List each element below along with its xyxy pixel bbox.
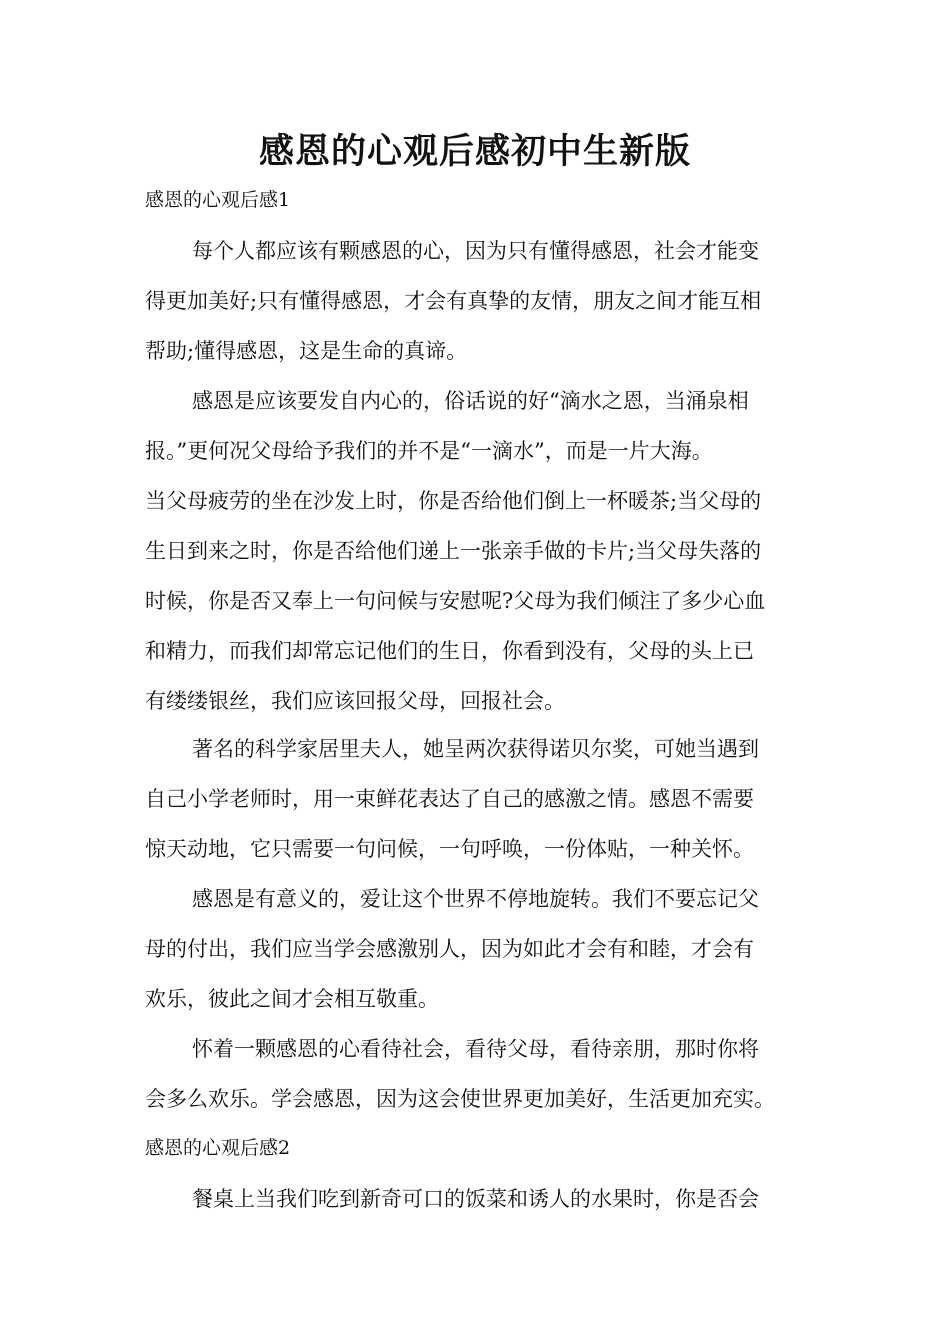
paragraph-line: 母的付出，我们应当学会感激别人，因为如此才会有和睦，才会有 [145, 937, 754, 961]
paragraph-line: 报。”更何况父母给予我们的并不是“一滴水”，而是一片大海。 [145, 439, 713, 463]
paragraph-line: 当父母疲劳的坐在沙发上时，你是否给他们倒上一杯暖茶;当父母的 [145, 489, 762, 513]
paragraph-line: 每个人都应该有颗感恩的心，因为只有懂得感恩，社会才能变 [192, 239, 759, 263]
paragraph [145, 874, 825, 1024]
section-heading: 感恩的心观后感2 [145, 1137, 291, 1159]
paragraph [145, 226, 825, 376]
paragraph-line: 得更加美好;只有懂得感恩，才会有真挚的友情，朋友之间才能互相 [145, 289, 762, 313]
paragraph-line: 帮助;懂得感恩，这是生命的真谛。 [145, 339, 468, 363]
paragraph-line: 有缕缕银丝，我们应该回报父母，回报社会。 [145, 689, 565, 713]
paragraph-line: 怀着一颗感恩的心看待社会，看待父母，看待亲朋，那时你将 [192, 1037, 759, 1061]
paragraph-line: 餐桌上当我们吃到新奇可口的饭菜和诱人的水果时，你是否会 [192, 1187, 759, 1211]
paragraph-line: 欢乐，彼此之间才会相互敬重。 [145, 987, 439, 1011]
section-heading: 感恩的心观后感1 [145, 189, 291, 211]
paragraph [145, 376, 825, 726]
paragraph-line: 生日到来之时，你是否给他们递上一张亲手做的卡片;当父母失落的 [145, 539, 762, 563]
paragraph-line: 著名的科学家居里夫人，她呈两次获得诺贝尔奖，可她当遇到 [192, 737, 759, 761]
paragraph-line: 感恩是有意义的，爱让这个世界不停地旋转。我们不要忘记父 [192, 887, 759, 911]
document-title: 感恩的心观后感初中生新版 [258, 132, 691, 172]
paragraph [145, 1024, 825, 1124]
paragraph [145, 1174, 825, 1224]
paragraph-line: 自己小学老师时，用一束鲜花表达了自己的感激之情。感恩不需要 [145, 787, 754, 811]
paragraph [145, 724, 825, 874]
paragraph-line: 感恩是应该要发自内心的，俗话说的好“滴水之恩，当涌泉相 [192, 389, 749, 413]
paragraph-line: 和精力，而我们却常忘记他们的生日，你看到没有，父母的头上已 [145, 639, 754, 663]
paragraph-line: 时候，你是否又奉上一句问候与安慰呢?父母为我们倾注了多少心血 [145, 589, 766, 613]
paragraph-line: 会多么欢乐。学会感恩，因为这会使世界更加美好，生活更加充实。 [145, 1087, 775, 1111]
paragraph-line: 惊天动地，它只需要一句问候，一句呼唤，一份体贴，一种关怀。 [145, 837, 754, 861]
